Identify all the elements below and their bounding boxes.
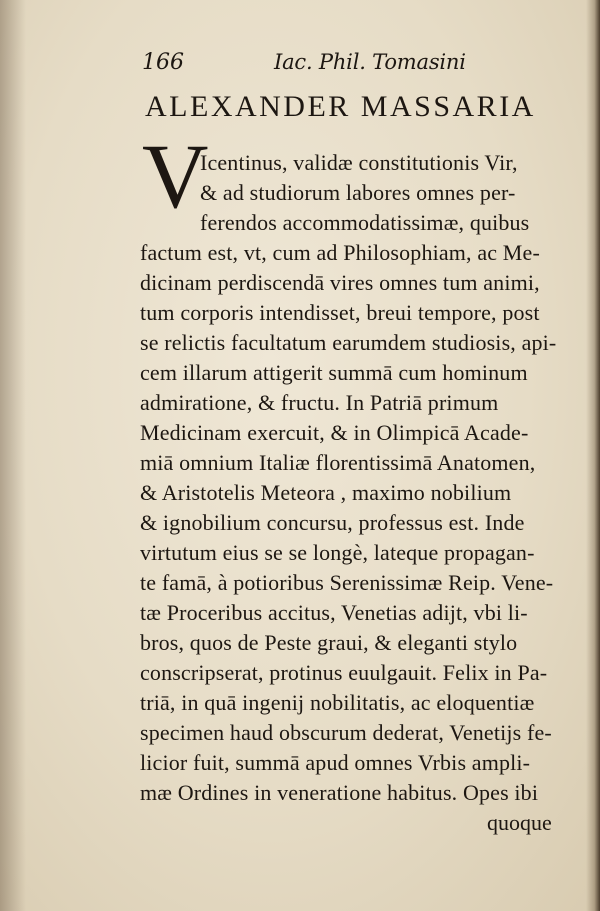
text-line: bros, quos de Peste graui, & eleganti stylo (140, 630, 518, 655)
text-line: factum est, vt, cum ad Philosophiam, ac Me- (140, 240, 540, 265)
running-head (142, 50, 482, 76)
text-line: conscripserat, protinus euulgauit. Felix in Pa- (140, 660, 548, 685)
text-line: cem illarum attigerit summā cum hominum (140, 360, 528, 385)
catchword: quoque (487, 810, 552, 835)
text-line: admiratione, & fructu. In Patriā primum (140, 390, 499, 415)
text-line: specimen haud obscurum dederat, Venetijs fe- (140, 720, 552, 745)
text-line: dicinam perdiscendā vires omnes tum animi, (140, 270, 540, 295)
text-line: Icentinus, validæ constitutionis Vir, (200, 150, 518, 175)
text-line: miā omnium Italiæ florentissimā Anatomen, (140, 450, 536, 475)
text-line: ferendos accommodatissimæ, quibus (200, 210, 530, 235)
drop-cap: V (142, 125, 209, 227)
text-line: tum corporis intendisset, breui tempore, post (140, 300, 540, 325)
text-line: te famā, à potioribus Serenissimæ Reip. Vene- (140, 570, 554, 595)
text-line: virtutum eius se se longè, lateque propagan- (140, 540, 535, 565)
running-title: Iac. Phil. Tomasini (274, 50, 466, 74)
page-edge (586, 0, 600, 911)
text-line: mæ Ordines in veneratione habitus. Opes ibi (140, 780, 539, 805)
page-number: 166 (142, 50, 184, 75)
text-line: triā, in quā ingenij nobilitatis, ac eloquentiæ (140, 690, 535, 715)
text-line: se relictis facultatum earumdem studiosis, api- (140, 330, 557, 355)
text-line: & ad studiorum labores omnes per- (200, 180, 516, 205)
text-line: Medicinam exercuit, & in Olimpicā Acade- (140, 420, 529, 445)
text-line: & Aristotelis Meteora , maximo nobilium (140, 480, 512, 505)
text-line: licior fuit, summā apud omnes Vrbis ampli- (140, 750, 531, 775)
text-line: tæ Proceribus accitus, Venetias adijt, vbi li- (140, 600, 528, 625)
text-line: & ignobilium concursu, professus est. Inde (140, 510, 525, 535)
chapter-heading: ALEXANDER MASSARIA (145, 90, 536, 123)
gutter-shadow (0, 0, 26, 911)
